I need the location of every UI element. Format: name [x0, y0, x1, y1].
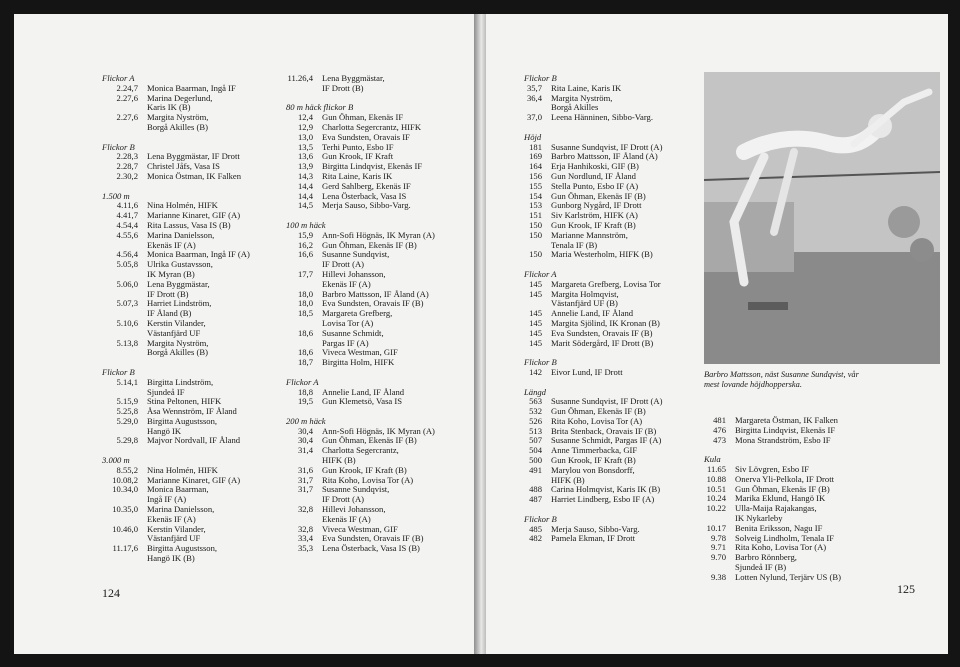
result-row	[102, 348, 250, 358]
athlete-club: IF Drott (A)	[322, 259, 365, 270]
result-value: 145	[529, 317, 542, 328]
result-value: 164	[529, 161, 542, 172]
result-value: 9.38	[710, 571, 726, 582]
athlete-club: Solveig Lindholm, Tenala IF	[735, 532, 835, 543]
athlete-club: IF Åland (B)	[147, 308, 192, 319]
result-value: 32,8	[297, 523, 313, 534]
left-results-column	[102, 74, 250, 564]
athlete-club: Lovisa Tor (A)	[322, 317, 374, 328]
athlete-club: Västanfjärd UF	[147, 533, 201, 544]
athlete-club: Margita Nyström,	[551, 92, 613, 103]
result-value: 482	[529, 533, 542, 544]
result-value: 500	[529, 455, 542, 466]
result-value: 11.65	[706, 463, 726, 474]
result-value: 17,7	[297, 268, 313, 279]
section-heading: 200 m häck	[286, 415, 326, 426]
athlete-club: Rita Laine, Karis IK	[551, 82, 622, 93]
athlete-club: Terhi Punto, Esbo IF	[322, 141, 394, 152]
athlete-club: Lena Österback, Vasa IS	[322, 190, 407, 201]
athlete-club: Nina Holmén, HIFK	[147, 200, 218, 211]
athlete-club: Ingå IF (A)	[147, 494, 187, 505]
result-value: 10.17	[706, 522, 726, 533]
result-value: 145	[529, 327, 542, 338]
result-value: 18,7	[297, 357, 313, 368]
book-spine	[474, 14, 486, 654]
result-value: 18,0	[297, 298, 313, 309]
athlete-club: Lena Österback, Vasa IS (B)	[322, 543, 420, 554]
section-heading: Längd	[524, 386, 546, 397]
athlete-club: Susanne Sundqvist, IF Drott (A)	[551, 141, 663, 152]
athlete-club: Gun Öhman, Ekenäs IF (B)	[551, 406, 646, 417]
athlete-club: Eva Sundsten, Oravais IF	[322, 131, 410, 142]
athlete-club: Lotten Nylund, Terjärv US (B)	[735, 571, 841, 582]
section-heading: 3.000 m	[102, 455, 130, 466]
result-value: 4.11,6	[116, 200, 138, 211]
athlete-club: Marika Eklund, Hangö IK	[735, 493, 826, 504]
page-number: 124	[102, 586, 120, 600]
result-value: 10.24	[706, 493, 726, 504]
athlete-club: Rita Laine, Karis IK	[322, 170, 393, 181]
athlete-club: Ann-Sofi Högnäs, IK Myran (A)	[322, 425, 435, 436]
result-value: 2.30,2	[116, 170, 138, 181]
athlete-club: Hangö IK (B)	[147, 553, 195, 564]
section-heading: Flickor B	[102, 366, 135, 377]
athlete-club: Margita Sjölind, IK Kronan (B)	[551, 317, 660, 328]
athlete-club: Gun Öhman, Ekenäs IF	[322, 112, 404, 123]
result-value: 14,3	[297, 170, 313, 181]
result-value: 2.28,7	[116, 161, 138, 172]
section-heading: Flickor B	[102, 141, 135, 152]
athlete-club: Karis IK (B)	[147, 102, 191, 113]
result-value: 151	[529, 210, 542, 221]
athlete-club: Annelie Land, IF Åland	[551, 308, 634, 319]
result-row	[102, 554, 250, 564]
result-value: 4.55,6	[116, 229, 138, 240]
athlete-club: Onerva Yli-Pelkola, IF Drott	[735, 473, 834, 484]
right-page	[486, 14, 948, 654]
result-value: 4.56,4	[116, 249, 138, 260]
result-value: 154	[529, 190, 542, 201]
athlete-club: Lena Byggmästar,	[322, 73, 385, 83]
athlete-club: Harriet Lindström,	[147, 298, 212, 309]
result-value: 487	[529, 494, 542, 505]
athlete-club: Borgå Akilles (B)	[147, 347, 208, 358]
result-value: 30,4	[297, 425, 313, 436]
result-value: 145	[529, 308, 542, 319]
athlete-club: HIFK (B)	[551, 474, 585, 485]
result-value: 2.27,6	[116, 92, 138, 103]
result-row	[524, 495, 662, 505]
athlete-club: Västanfjärd UF (B)	[551, 298, 618, 309]
result-value: 526	[529, 415, 542, 426]
section-heading: Höjd	[524, 131, 542, 142]
athlete-club: Lena Byggmästar, IF Drott	[147, 151, 240, 162]
result-row	[704, 436, 841, 446]
result-value: 153	[529, 200, 542, 211]
result-row	[286, 544, 435, 554]
right-results-column-2	[704, 416, 841, 583]
athlete-club: Birgitta Augustsson,	[147, 543, 218, 554]
result-value: 145	[529, 278, 542, 289]
athlete-club: Barbro Mattsson, IF Åland (A)	[322, 288, 429, 299]
result-value: 33,4	[297, 533, 313, 544]
athlete-club: Gun Öhman, Ekenäs IF (B)	[322, 239, 417, 250]
result-value: 31,6	[297, 464, 313, 475]
athlete-club: Charlotta Segercrantz, HIFK	[322, 121, 422, 132]
high-jump-photo	[704, 72, 940, 364]
athlete-club: Harriet Lindberg, Esbo IF (A)	[551, 494, 655, 505]
athlete-club: Viveca Westman, GIF	[322, 347, 398, 358]
result-value: 150	[529, 229, 542, 240]
result-value: 5.25,8	[116, 406, 138, 417]
athlete-club: Ekenäs IF (A)	[322, 513, 371, 524]
athlete-club: Margareta Grefberg,	[322, 308, 393, 319]
athlete-club: Gerd Sahlberg, Ekenäs IF	[322, 180, 411, 191]
athlete-club: Marylou von Bonsdorff,	[551, 464, 635, 475]
result-row	[286, 358, 435, 368]
athlete-club: Margareta Östman, IK Falken	[735, 415, 838, 425]
athlete-club: Annelie Land, IF Åland	[322, 386, 405, 397]
athlete-club: Brita Stenback, Oravais IF (B)	[551, 425, 657, 436]
athlete-club: Gun Krook, IF Kraft (B)	[551, 219, 636, 230]
result-value: 513	[529, 425, 542, 436]
athlete-club: Birgitta Lindström,	[147, 376, 214, 387]
result-value: 142	[529, 366, 542, 377]
athlete-club: Ekenäs IF (A)	[322, 278, 371, 289]
result-row	[286, 397, 435, 407]
athlete-club: Merja Sauso, Sibbo-Varg.	[322, 200, 411, 211]
result-value: 13,9	[297, 161, 313, 172]
result-value: 12,4	[297, 112, 313, 123]
athlete-club: Susanne Schmidt, Pargas IF (A)	[551, 435, 662, 446]
athlete-club: Västanfjärd UF	[147, 327, 201, 338]
result-value: 16,6	[297, 249, 313, 260]
athlete-club: IF Drott (A)	[322, 494, 365, 505]
athlete-club: Gun Krook, IF Kraft	[322, 151, 394, 162]
high-jumper-image	[704, 72, 940, 364]
result-value: 2.28,3	[116, 151, 138, 162]
result-row	[704, 573, 841, 583]
result-value: 14,4	[297, 190, 313, 201]
result-value: 37,0	[526, 112, 542, 123]
result-value	[286, 84, 313, 94]
result-row	[286, 201, 435, 211]
result-value: 481	[713, 415, 726, 425]
result-value: 10.22	[706, 503, 726, 514]
athlete-club: Eva Sundsten, Oravais IF (B)	[322, 533, 424, 544]
result-value: 5.05,8	[116, 259, 138, 270]
result-value: 10.88	[706, 473, 726, 484]
athlete-club: Marit Södergård, IF Drott (B)	[551, 337, 654, 348]
athlete-club: Marianne Kinaret, GIF (A)	[147, 210, 241, 221]
result-value: 13,0	[297, 131, 313, 142]
athlete-club: Gun Krook, IF Kraft (B)	[322, 464, 407, 475]
result-row	[524, 339, 662, 349]
athlete-club: Christel Jåfs, Vasa IS	[147, 161, 220, 172]
athlete-club: IK Myran (B)	[147, 268, 195, 279]
athlete-club: Borgå Akilles	[551, 102, 599, 113]
result-value: 12,9	[297, 121, 313, 132]
athlete-club: Stina Peltonen, HIFK	[147, 396, 222, 407]
athlete-club: Monica Baarman,	[147, 484, 209, 495]
athlete-club: Leena Hänninen, Sibbo-Varg.	[551, 112, 653, 123]
athlete-club: Susanne Schmidt,	[322, 327, 384, 338]
athlete-club: Eva Sundsten, Oravais IF (B)	[551, 327, 653, 338]
result-value: 13,6	[297, 151, 313, 162]
result-value: 5.06,0	[116, 278, 138, 289]
result-value: 30,4	[297, 435, 313, 446]
result-row	[524, 368, 662, 378]
result-value: 31,4	[297, 445, 313, 456]
athlete-club: Monica Östman, IK Falken	[147, 170, 242, 181]
result-value: 31,7	[297, 484, 313, 495]
athlete-club: Susanne Sundqvist,	[322, 484, 390, 495]
athlete-club: Rita Koho, Lovisa Tor (A)	[322, 474, 414, 485]
result-value: 10.46,0	[112, 523, 138, 534]
result-value: 169	[529, 151, 542, 162]
athlete-club: Birgitta Lindqvist, Ekenäs IF	[735, 424, 836, 435]
athlete-club: Mona Strandström, Esbo IF	[735, 434, 831, 445]
result-row	[102, 436, 250, 446]
result-value: 156	[529, 170, 542, 181]
photo-caption: Barbro Mattsson, näst Susanne Sundqvist, vår mest lovande höjdhopperska.	[704, 370, 859, 389]
athlete-club: Carina Holmqvist, Karis IK (B)	[551, 484, 661, 495]
athlete-club: Eivor Lund, IF Drott	[551, 366, 623, 377]
athlete-club: Margita Holmqvist,	[551, 288, 619, 299]
result-value: 9.78	[710, 532, 726, 543]
athlete-club: Erja Hanhikoski, GIF (B)	[551, 161, 639, 172]
result-value: 16,2	[297, 239, 313, 250]
section-heading: Flickor B	[524, 357, 557, 368]
left-page	[14, 14, 474, 654]
athlete-club: IF Drott (B)	[147, 288, 189, 299]
result-value: 35,3	[297, 543, 313, 554]
athlete-club: Susanne Sundqvist,	[322, 249, 390, 260]
result-value: 5.29,0	[116, 415, 138, 426]
result-value: 485	[529, 523, 542, 534]
athlete-club: Nina Holmén, HIFK	[147, 464, 218, 475]
athlete-club: Benita Eriksson, Nagu IF	[735, 522, 823, 533]
result-value	[102, 123, 138, 133]
athlete-club: Marina Danielsson,	[147, 229, 215, 240]
athlete-club: Marianne Mannström,	[551, 229, 628, 240]
result-value: 5.14,1	[116, 376, 138, 387]
athlete-club: Ulrika Gustavsson,	[147, 259, 213, 270]
right-results-column	[524, 74, 662, 544]
result-value: 14,4	[297, 180, 313, 191]
result-value: 4.41,7	[116, 210, 138, 221]
result-value: 18,5	[297, 308, 313, 319]
result-value: 10.08,2	[112, 474, 138, 485]
result-value: 5.15,9	[116, 396, 138, 407]
result-value: 4.54,4	[116, 219, 138, 230]
result-value: 31,7	[297, 474, 313, 485]
athlete-club: Stella Punto, Esbo IF (A)	[551, 180, 639, 191]
result-row	[102, 123, 250, 133]
result-value: 5.07,3	[116, 298, 138, 309]
athlete-club: Monica Baarman, Ingå IF (A)	[147, 249, 250, 260]
result-value: 2.27,6	[116, 112, 138, 123]
athlete-club: Margita Nyström,	[147, 337, 209, 348]
athlete-club: Ann-Sofi Högnäs, IK Myran (A)	[322, 229, 435, 240]
athlete-club: Eva Sundsten, Oravais IF (B)	[322, 298, 424, 309]
result-row	[286, 84, 435, 94]
athlete-club: Rita Koho, Lovisa Tor (A)	[551, 415, 643, 426]
athlete-club: Gun Krook, IF Kraft (B)	[551, 455, 636, 466]
athlete-club: Borgå Akilles (B)	[147, 121, 208, 132]
athlete-club: Marina Danielsson,	[147, 504, 215, 515]
athlete-club: Marina Degerlund,	[147, 92, 213, 103]
result-value	[102, 348, 138, 358]
section-heading: 1.500 m	[102, 190, 130, 201]
section-heading: Flickor A	[286, 376, 319, 387]
result-value: 5.13,8	[116, 337, 138, 348]
athlete-club: Siv Lövgren, Esbo IF	[735, 463, 809, 474]
result-value: 13,5	[297, 141, 313, 152]
athlete-club: Gun Öhman, Ekenäs IF (B)	[735, 483, 830, 494]
athlete-club: Pamela Ekman, IF Drott	[551, 533, 636, 544]
result-value: 181	[529, 141, 542, 152]
athlete-club: Gun Klemetsö, Vasa IS	[322, 396, 403, 407]
athlete-club: Viveca Westman, GIF	[322, 523, 398, 534]
athlete-club: Anne Timmerbacka, GIF	[551, 445, 638, 456]
result-value: 11.17,6	[112, 543, 138, 554]
result-row	[524, 466, 662, 476]
result-value	[102, 554, 138, 564]
result-row	[524, 250, 662, 260]
section-heading: Flickor A	[524, 268, 557, 279]
athlete-club: Merja Sauso, Sibbo-Varg.	[551, 523, 640, 534]
athlete-club: IF Drott (B)	[322, 82, 364, 93]
result-value: 10.35,0	[112, 504, 138, 515]
result-value: 9.71	[710, 542, 726, 553]
athlete-club: Sjundeå IF	[147, 386, 185, 397]
section-heading: 80 m häck flickor B	[286, 102, 354, 113]
result-value: 2.24,7	[116, 82, 138, 93]
athlete-club: Åsa Wennström, IF Åland	[147, 406, 237, 417]
athlete-club: Hillevi Johansson,	[322, 268, 386, 279]
result-value: 35,7	[526, 82, 542, 93]
athlete-club: Pargas IF (A)	[322, 337, 369, 348]
result-value: 473	[713, 434, 726, 445]
result-value: 150	[529, 249, 542, 260]
athlete-club: Monica Baarman, Ingå IF	[147, 82, 236, 93]
athlete-club: Marianne Kinaret, GIF (A)	[147, 474, 241, 485]
athlete-club: HIFK (B)	[322, 455, 356, 466]
result-value: 10.34,0	[112, 484, 138, 495]
athlete-club: Margita Nyström,	[147, 112, 209, 123]
result-value: 9.70	[710, 552, 726, 563]
result-row	[102, 172, 250, 182]
athlete-club: Gun Öhman, Ekenäs IF (B)	[551, 190, 646, 201]
result-value: 491	[529, 464, 542, 475]
athlete-club: Birgitta Lindqvist, Ekenäs IF	[322, 161, 423, 172]
section-heading: Flickor B	[524, 73, 557, 83]
result-value: 18,0	[297, 288, 313, 299]
result-value: 145	[529, 288, 542, 299]
result-value: 504	[529, 445, 542, 456]
result-value: 8.55,2	[116, 464, 138, 475]
athlete-club: Gunborg Nygård, IF Drott	[551, 200, 642, 211]
result-row	[524, 113, 662, 123]
athlete-club: Kerstin Vilander,	[147, 523, 206, 534]
section-heading: Flickor A	[102, 73, 135, 83]
athlete-club: IK Nykarleby	[735, 512, 783, 523]
page-number: 125	[897, 582, 915, 596]
athlete-club: Majvor Nordvall, IF Åland	[147, 435, 241, 446]
result-value: 563	[529, 396, 542, 407]
section-heading: Kula	[704, 454, 721, 465]
result-value: 532	[529, 406, 542, 417]
result-value: 18,6	[297, 347, 313, 358]
result-row	[524, 534, 662, 544]
result-value: 150	[529, 219, 542, 230]
result-value: 19,5	[297, 396, 313, 407]
section-heading: Flickor B	[524, 513, 557, 524]
athlete-club: Rita Koho, Lovisa Tor (A)	[735, 542, 827, 553]
result-value: 36,4	[526, 92, 542, 103]
result-value: 10.51	[706, 483, 726, 494]
athlete-club: Gun Nordlund, IF Åland	[551, 170, 636, 181]
athlete-club: Ekenäs IF (A)	[147, 513, 196, 524]
result-value: 5.29,8	[116, 435, 138, 446]
athlete-club: Hangö IK	[147, 425, 182, 436]
result-value: 155	[529, 180, 542, 191]
result-value: 5.10,6	[116, 317, 138, 328]
result-value: 476	[713, 424, 726, 435]
athlete-club: Charlotta Segercrantz,	[322, 445, 399, 456]
result-value: 15,9	[297, 229, 313, 240]
athlete-club: Tenala IF (B)	[551, 239, 598, 250]
result-value: 14,5	[297, 200, 313, 211]
athlete-club: Rita Lassus, Vasa IS (B)	[147, 219, 231, 230]
result-value: 488	[529, 484, 542, 495]
athlete-club: Barbro Mattsson, IF Åland (A)	[551, 151, 658, 162]
result-value: 18,8	[297, 386, 313, 397]
athlete-club: Hillevi Johansson,	[322, 504, 386, 515]
result-value: 18,6	[297, 327, 313, 338]
result-value: 32,8	[297, 504, 313, 515]
athlete-club: Birgitta Augustsson,	[147, 415, 218, 426]
left-results-column-2	[286, 74, 435, 554]
result-value: 507	[529, 435, 542, 446]
athlete-club: Kerstin Vilander,	[147, 317, 206, 328]
athlete-club: Gun Öhman, Ekenäs IF (B)	[322, 435, 417, 446]
result-value: 11.26,4	[287, 73, 313, 83]
athlete-club: Birgitta Holm, HIFK	[322, 357, 395, 368]
athlete-club: Sjundeå IF (B)	[735, 561, 787, 572]
athlete-club: Lena Byggmästar,	[147, 278, 210, 289]
athlete-club: Margareta Grefberg, Lovisa Tor	[551, 278, 661, 289]
athlete-club: Ulla-Maija Rajakangas,	[735, 503, 817, 514]
result-row	[286, 446, 435, 456]
athlete-club: Siv Karlström, HIFK (A)	[551, 210, 638, 221]
athlete-club: Barbro Rönnberg,	[735, 552, 797, 563]
athlete-club: Maria Westerholm, HIFK (B)	[551, 249, 653, 260]
athlete-club: Ekenäs IF (A)	[147, 239, 196, 250]
athlete-club: Susanne Sundqvist, IF Drott (A)	[551, 396, 663, 407]
result-value: 145	[529, 337, 542, 348]
section-heading: 100 m häck	[286, 219, 326, 230]
